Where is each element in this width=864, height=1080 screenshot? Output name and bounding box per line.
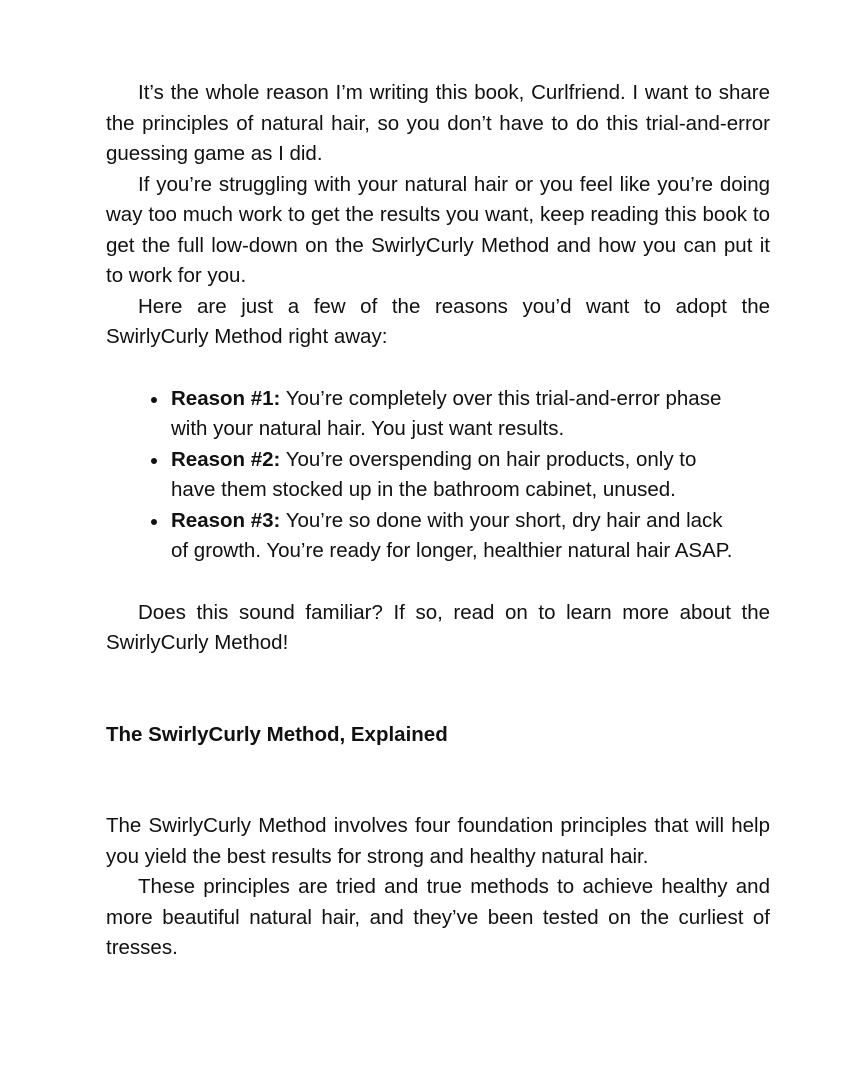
reason-label: Reason #1: xyxy=(171,386,281,410)
section-heading: The SwirlyCurly Method, Explained xyxy=(106,722,448,746)
intro-paragraph-2: If you’re struggling with your natural hair or you feel like you’re doing way too much work to get the results you want, keep reading this book to get the full low-down on the SwirlyCurly Method and how you can put it to work for you. xyxy=(106,172,770,287)
section-paragraph-2: These principles are tried and true methods to achieve healthy and more beautiful natural hair, and they’ve been tested on the curliest of tresses. xyxy=(106,875,770,959)
reason-text: You’re completely over this trial-and-error phase with your natural hair. You just want results. xyxy=(171,386,722,440)
intro-paragraph-3: Here are just a few of the reasons you’d want to adopt the SwirlyCurly Method right away: xyxy=(106,294,770,348)
reason-text: You’re overspending on hair products, only to have them stocked up in the bathroom cabinet, unused. xyxy=(171,447,697,501)
reason-label: Reason #3: xyxy=(171,508,281,532)
book-page xyxy=(106,78,770,964)
intro-paragraph-1: It’s the whole reason I’m writing this book, Curlfriend. I want to share the principles of natural hair, so you don’t have to do this trial-and-error guessing game as I did. xyxy=(106,81,770,165)
section-paragraph-1: The SwirlyCurly Method involves four foundation principles that will help you yield the best results for strong and healthy natural hair. xyxy=(106,814,770,868)
reasons-list xyxy=(106,384,741,567)
closing-paragraph: Does this sound familiar? If so, read on to learn more about the SwirlyCurly Method! xyxy=(106,600,770,654)
list-item xyxy=(171,384,741,445)
list-item xyxy=(171,445,741,506)
reason-text: You’re so done with your short, dry hair and lack of growth. You’re ready for longer, healthier natural hair ASAP. xyxy=(171,508,733,562)
reason-label: Reason #2: xyxy=(171,447,281,471)
list-item xyxy=(171,506,741,567)
